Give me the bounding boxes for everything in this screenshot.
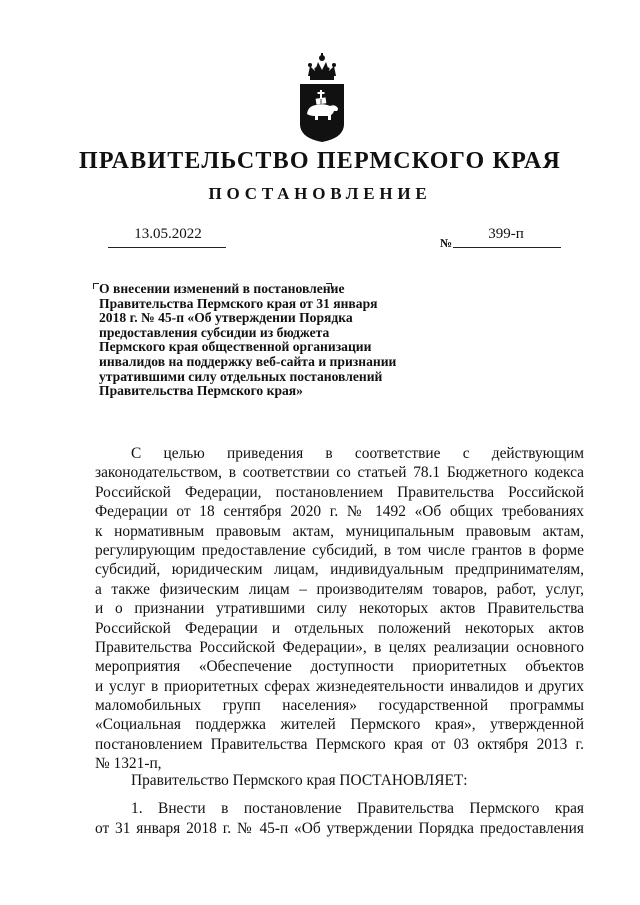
preamble-line: к нормативным правовым актам, муниципальным правовым актам,: [95, 522, 584, 540]
subject-line: предоставления субсидии из бюджета: [99, 324, 330, 340]
preamble-line: № 1321-п,: [95, 755, 162, 773]
item-line: от 31 января 2018 г. № 45-п «Об утверждении Порядка предоставления: [95, 820, 584, 837]
document-subject: [99, 282, 439, 399]
preamble-line: а также физическим лицам – производителям товаров, работ, услуг,: [95, 580, 584, 598]
preamble-line: законодательством, в соответствии со статьей 78.1 Бюджетного кодекса: [95, 464, 584, 482]
preamble-line: «Социальная поддержка жителей Пермского края», утвержденной: [95, 716, 584, 734]
subject-line: Правительства Пермского края»: [99, 383, 303, 399]
preamble-line: субсидий, юридическим лицам, индивидуальным предпринимателям,: [95, 561, 584, 579]
item-1-paragraph: [95, 799, 584, 839]
organization-title: ПРАВИТЕЛЬСТВО ПЕРМСКОГО КРАЯ: [78, 148, 562, 174]
document-number: 399-п: [488, 226, 524, 242]
subject-line: инвалидов на поддержку веб-сайта и признании: [99, 353, 397, 369]
subject-line: утратившими силу отдельных постановлений: [99, 368, 383, 384]
date-underline: [108, 247, 226, 248]
preamble-line: постановлением Правительства Пермского края от 03 октября 2013 г.: [95, 735, 584, 753]
preamble-line: и услуг в приоритетных сферах жизнедеятельности инвалидов и других: [95, 677, 584, 695]
number-underline: [453, 247, 561, 248]
document-type: ПОСТАНОВЛЕНИЕ: [208, 184, 432, 203]
perm-krai-coat-of-arms-icon: [294, 52, 350, 144]
subject-line: Правительства Пермского края от 31 января: [99, 295, 378, 311]
preamble-line: Российской Федерации и отдельных положений некоторых актов: [95, 619, 584, 637]
preamble-line: мероприятия «Обеспечение доступности приоритетных объектов: [95, 658, 584, 676]
subject-line: О внесении изменений в постановление: [99, 281, 345, 296]
preamble-line: маломобильных групп населения» государственной программы: [95, 697, 584, 715]
preamble-line: Российской Федерации, постановлением Правительства Российской: [95, 483, 584, 501]
subject-line: 2018 г. № 45-п «Об утверждении Порядка: [99, 310, 353, 326]
decree-statement: Правительство Пермского края ПОСТАНОВЛЯЕТ:: [131, 772, 468, 789]
item-line: 1. Внести в постановление Правительства Пермского края: [131, 800, 584, 817]
number-prefix: №: [440, 236, 453, 250]
preamble-line: Федерации от 18 сентября 2020 г. № 1492 «Об общих требованиях: [95, 503, 584, 521]
preamble-line: Правительства Российской Федерации», в целях реализации основного: [95, 638, 584, 656]
preamble-line: регулирующим предоставление субсидий, в том числе грантов в форме: [95, 541, 584, 559]
preamble-paragraph: [95, 444, 584, 774]
document-date: 13.05.2022: [134, 226, 202, 242]
preamble-line: и о признании утратившими силу некоторых актов Правительства: [95, 600, 584, 618]
preamble-line: С целью приведения в соответствие с действующим: [131, 445, 584, 462]
subject-line: Пермского края общественной организации: [99, 339, 372, 355]
